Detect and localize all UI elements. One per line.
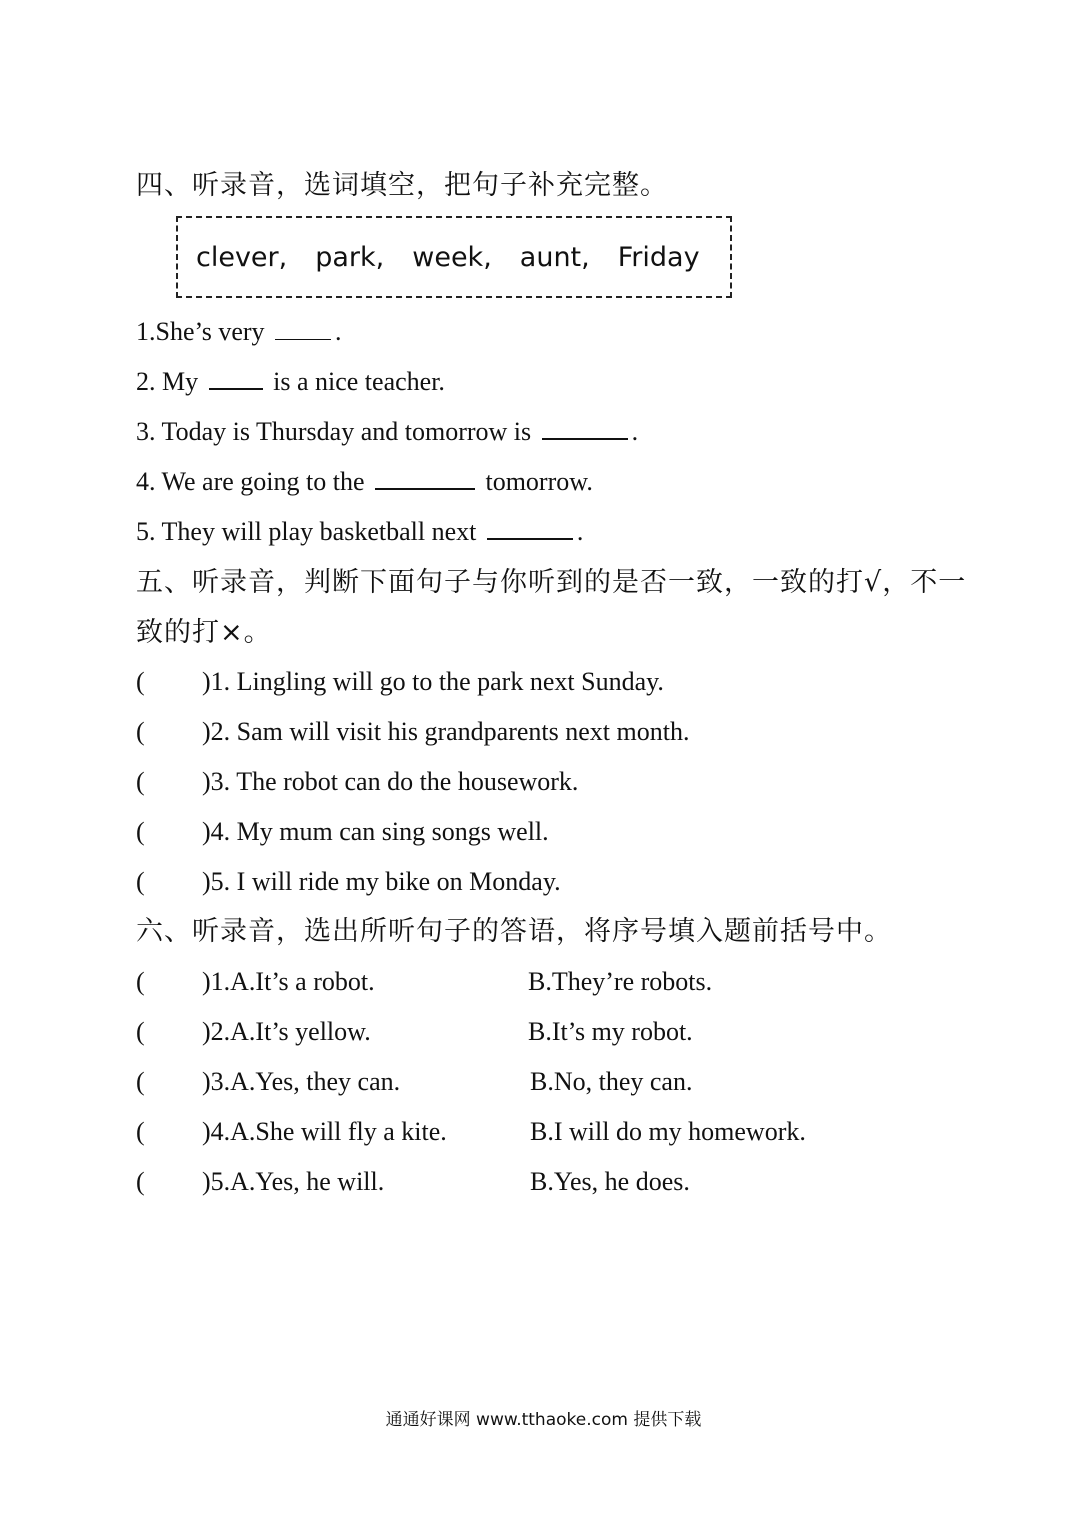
word-bank-box <box>176 216 732 298</box>
option-b: B.Yes, he does. <box>530 1167 690 1196</box>
section6-item <box>136 1114 936 1150</box>
item-text: 1.She’s very <box>136 317 272 346</box>
item-text: . <box>335 317 342 346</box>
answer-paren[interactable]: ( <box>136 1017 145 1046</box>
section6-heading: 六、听录音，选出所听句子的答语，将序号填入题前括号中。 <box>136 916 892 947</box>
answer-paren[interactable]: ( <box>136 767 145 796</box>
section5-item <box>136 764 578 800</box>
section5-item <box>136 814 549 850</box>
answer-paren[interactable]: ( <box>136 667 145 696</box>
item-text: 3. Today is Thursday and tomorrow is <box>136 417 538 446</box>
option-b: B.I will do my homework. <box>530 1117 806 1146</box>
answer-paren[interactable]: ( <box>136 1117 145 1146</box>
section4-item <box>136 514 583 550</box>
option-b: B.It’s my robot. <box>528 1017 693 1046</box>
answer-blank[interactable] <box>487 516 573 540</box>
option-a: )1.A.It’s a robot. <box>202 967 375 996</box>
section6-item <box>136 1064 936 1100</box>
answer-paren[interactable]: ( <box>136 1167 145 1196</box>
answer-paren[interactable]: ( <box>136 717 145 746</box>
item-text: )1. Lingling will go to the park next Sunday. <box>202 667 664 696</box>
option-a: )4.A.She will fly a kite. <box>202 1117 447 1146</box>
section6-item <box>136 1164 936 1200</box>
answer-blank[interactable] <box>375 466 475 490</box>
section4-item <box>136 364 445 400</box>
section4-item <box>136 314 342 350</box>
section5-heading: 五、听录音，判断下面句子与你听到的是否一致，一致的打√，不一致的打×。 <box>136 567 967 648</box>
item-text: )4. My mum can sing songs well. <box>202 817 549 846</box>
section5-item <box>136 714 689 750</box>
section4-item <box>136 414 638 450</box>
word-bank-word: park, <box>315 241 385 273</box>
word-bank-word: Friday <box>617 241 700 273</box>
option-a: )2.A.It’s yellow. <box>202 1017 371 1046</box>
option-b: B.They’re robots. <box>528 967 713 996</box>
word-bank-word: clever, <box>196 241 288 273</box>
section6-item <box>136 964 936 1000</box>
answer-paren[interactable]: ( <box>136 867 145 896</box>
section4-item <box>136 464 593 500</box>
answer-paren[interactable]: ( <box>136 817 145 846</box>
item-text: 4. We are going to the <box>136 467 371 496</box>
option-a: )3.A.Yes, they can. <box>202 1067 401 1096</box>
answer-paren[interactable]: ( <box>136 967 145 996</box>
item-text: tomorrow. <box>478 467 593 496</box>
item-text: )5. I will ride my bike on Monday. <box>202 867 561 896</box>
option-a: )5.A.Yes, he will. <box>202 1167 385 1196</box>
item-text: is a nice teacher. <box>266 367 445 396</box>
item-text: 2. My <box>136 367 205 396</box>
word-bank-word: aunt, <box>519 241 590 273</box>
page-footer: 通通好课网 www.tthaoke.com 提供下载 <box>385 1410 702 1430</box>
answer-blank[interactable] <box>275 317 331 340</box>
item-text: . <box>576 517 584 546</box>
section5-item <box>136 864 561 900</box>
answer-blank[interactable] <box>209 366 263 390</box>
item-text: )2. Sam will visit his grandparents next month. <box>202 717 690 746</box>
section4-heading: 四、听录音，选词填空，把句子补充完整。 <box>136 170 668 201</box>
item-text: . <box>631 417 639 446</box>
section5-item <box>136 664 664 700</box>
section6-item <box>136 1014 936 1050</box>
item-text: 5. They will play basketball next <box>136 517 483 546</box>
item-text: )3. The robot can do the housework. <box>202 767 579 796</box>
answer-paren[interactable]: ( <box>136 1067 145 1096</box>
word-bank-word: week, <box>412 241 492 273</box>
answer-blank[interactable] <box>542 416 628 440</box>
option-b: B.No, they can. <box>530 1067 693 1096</box>
